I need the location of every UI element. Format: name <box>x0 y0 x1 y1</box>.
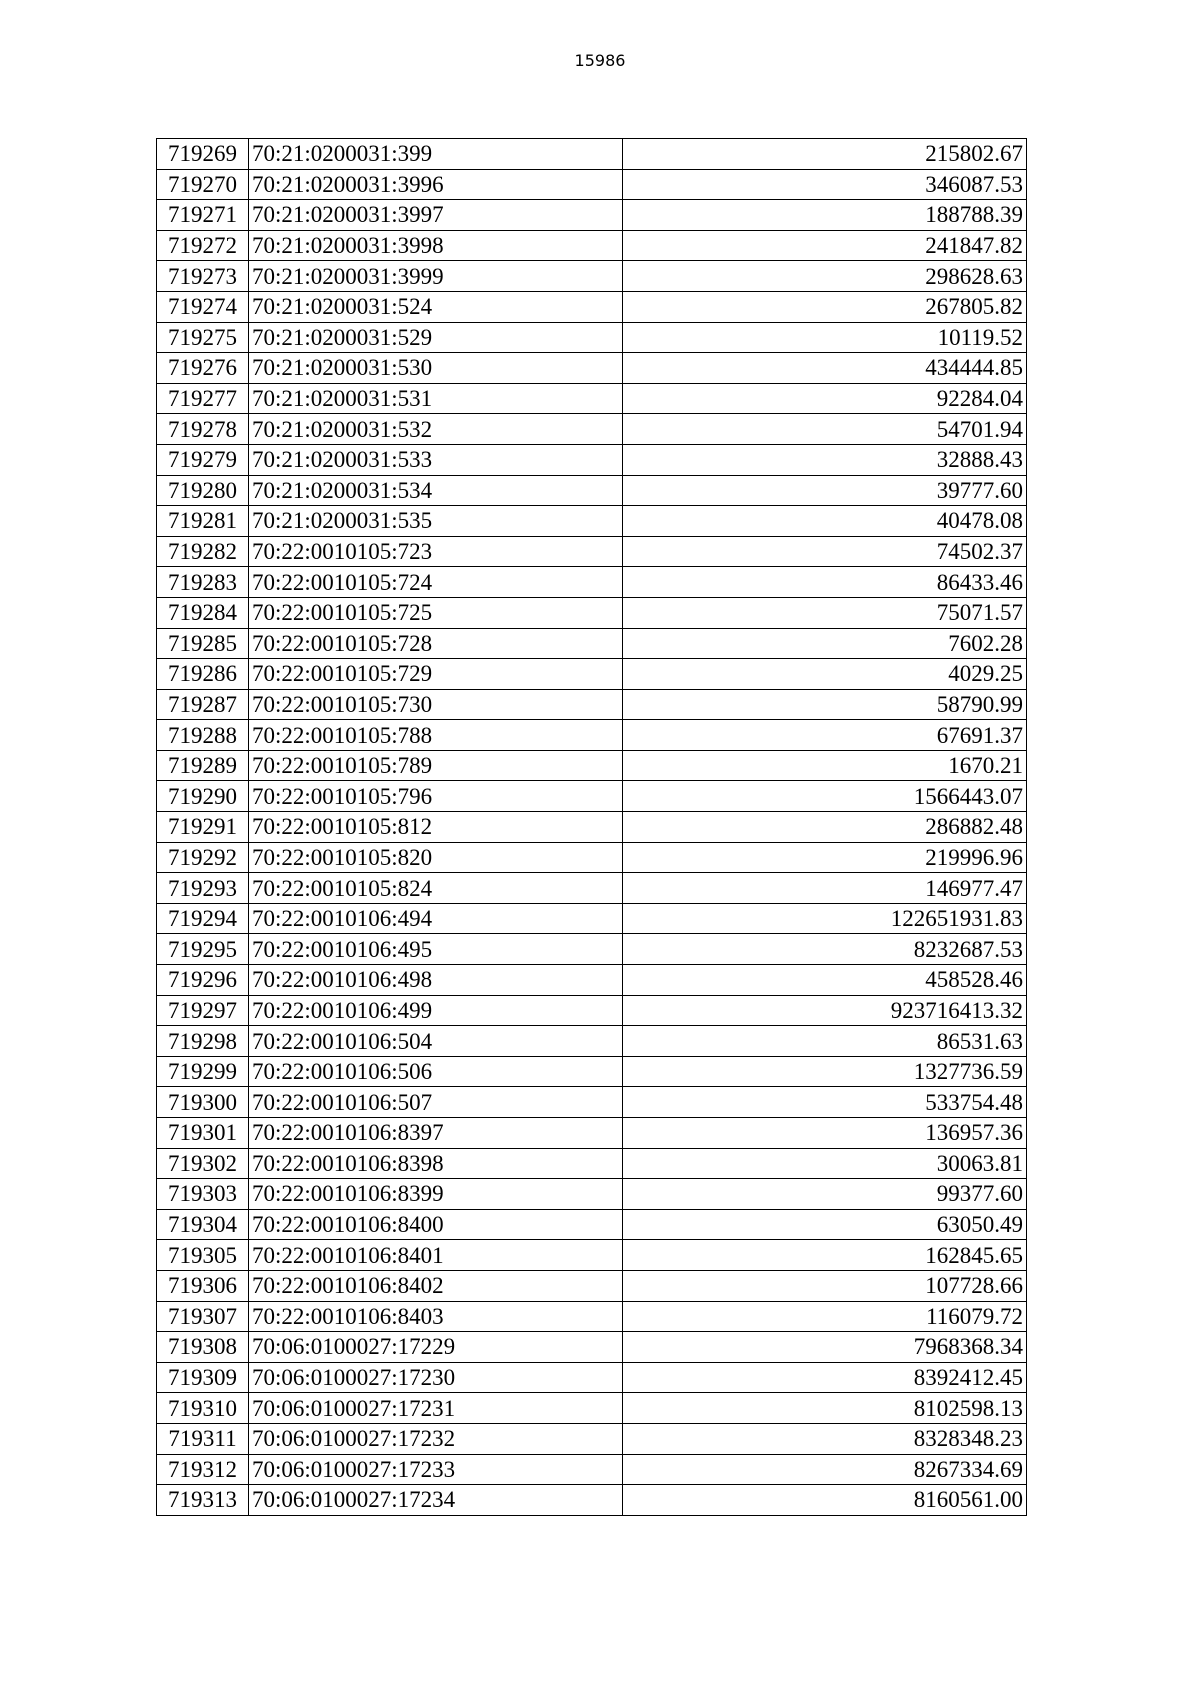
value-cell: 67691.37 <box>623 720 1027 751</box>
value-cell: 188788.39 <box>623 200 1027 231</box>
value-cell: 8392412.45 <box>623 1362 1027 1393</box>
cadastral-number-cell: 70:22:0010106:504 <box>249 1026 623 1057</box>
cadastral-number-cell: 70:06:0100027:17233 <box>249 1454 623 1485</box>
row-number-cell: 719284 <box>157 597 249 628</box>
table-row <box>157 230 1027 261</box>
row-number-cell: 719270 <box>157 169 249 200</box>
table-row <box>157 812 1027 843</box>
row-number-cell: 719303 <box>157 1179 249 1210</box>
row-number-cell: 719297 <box>157 995 249 1026</box>
table-row <box>157 567 1027 598</box>
table-row <box>157 444 1027 475</box>
table-row <box>157 965 1027 996</box>
table-row <box>157 1485 1027 1516</box>
cadastral-number-cell: 70:21:0200031:3999 <box>249 261 623 292</box>
row-number-cell: 719312 <box>157 1454 249 1485</box>
row-number-cell: 719304 <box>157 1209 249 1240</box>
value-cell: 4029.25 <box>623 659 1027 690</box>
row-number-cell: 719280 <box>157 475 249 506</box>
row-number-cell: 719287 <box>157 689 249 720</box>
cadastral-number-cell: 70:22:0010106:8399 <box>249 1179 623 1210</box>
cadastral-number-cell: 70:06:0100027:17231 <box>249 1393 623 1424</box>
cadastral-number-cell: 70:22:0010106:8401 <box>249 1240 623 1271</box>
cadastral-number-cell: 70:21:0200031:3996 <box>249 169 623 200</box>
table-row <box>157 720 1027 751</box>
cadastral-number-cell: 70:22:0010105:724 <box>249 567 623 598</box>
value-cell: 99377.60 <box>623 1179 1027 1210</box>
table-row <box>157 1240 1027 1271</box>
row-number-cell: 719295 <box>157 934 249 965</box>
cadastral-number-cell: 70:22:0010105:723 <box>249 536 623 567</box>
cadastral-number-cell: 70:06:0100027:17234 <box>249 1485 623 1516</box>
row-number-cell: 719288 <box>157 720 249 751</box>
value-cell: 458528.46 <box>623 965 1027 996</box>
row-number-cell: 719307 <box>157 1301 249 1332</box>
row-number-cell: 719313 <box>157 1485 249 1516</box>
row-number-cell: 719292 <box>157 842 249 873</box>
cadastral-number-cell: 70:22:0010106:8398 <box>249 1148 623 1179</box>
row-number-cell: 719274 <box>157 291 249 322</box>
value-cell: 146977.47 <box>623 873 1027 904</box>
table-row <box>157 597 1027 628</box>
table-row <box>157 261 1027 292</box>
cadastral-number-cell: 70:21:0200031:532 <box>249 414 623 445</box>
row-number-cell: 719309 <box>157 1362 249 1393</box>
value-cell: 86433.46 <box>623 567 1027 598</box>
table-row <box>157 873 1027 904</box>
row-number-cell: 719290 <box>157 781 249 812</box>
cadastral-number-cell: 70:22:0010106:495 <box>249 934 623 965</box>
table-row <box>157 628 1027 659</box>
cadastral-number-cell: 70:22:0010105:729 <box>249 659 623 690</box>
cadastral-number-cell: 70:22:0010106:8402 <box>249 1270 623 1301</box>
table-body <box>157 139 1027 1516</box>
value-cell: 8160561.00 <box>623 1485 1027 1516</box>
row-number-cell: 719271 <box>157 200 249 231</box>
cadastral-number-cell: 70:22:0010105:728 <box>249 628 623 659</box>
cadastral-number-cell: 70:06:0100027:17229 <box>249 1332 623 1363</box>
value-cell: 39777.60 <box>623 475 1027 506</box>
table-row <box>157 291 1027 322</box>
value-cell: 10119.52 <box>623 322 1027 353</box>
value-cell: 7968368.34 <box>623 1332 1027 1363</box>
table-row <box>157 1423 1027 1454</box>
table-row <box>157 1056 1027 1087</box>
row-number-cell: 719272 <box>157 230 249 261</box>
value-cell: 122651931.83 <box>623 903 1027 934</box>
table-row <box>157 475 1027 506</box>
row-number-cell: 719308 <box>157 1332 249 1363</box>
table-row <box>157 689 1027 720</box>
cadastral-number-cell: 70:22:0010105:730 <box>249 689 623 720</box>
row-number-cell: 719282 <box>157 536 249 567</box>
row-number-cell: 719276 <box>157 353 249 384</box>
cadastral-number-cell: 70:21:0200031:535 <box>249 506 623 537</box>
cadastral-number-cell: 70:22:0010106:494 <box>249 903 623 934</box>
row-number-cell: 719298 <box>157 1026 249 1057</box>
cadastral-number-cell: 70:21:0200031:399 <box>249 139 623 170</box>
value-cell: 162845.65 <box>623 1240 1027 1271</box>
cadastral-number-cell: 70:22:0010105:725 <box>249 597 623 628</box>
table-row <box>157 1209 1027 1240</box>
cadastral-number-cell: 70:22:0010105:796 <box>249 781 623 812</box>
cadastral-number-cell: 70:22:0010105:788 <box>249 720 623 751</box>
value-cell: 346087.53 <box>623 169 1027 200</box>
cadastral-number-cell: 70:22:0010106:507 <box>249 1087 623 1118</box>
cadastral-number-cell: 70:22:0010106:8397 <box>249 1118 623 1149</box>
row-number-cell: 719278 <box>157 414 249 445</box>
value-cell: 241847.82 <box>623 230 1027 261</box>
value-cell: 1670.21 <box>623 750 1027 781</box>
row-number-cell: 719310 <box>157 1393 249 1424</box>
row-number-cell: 719275 <box>157 322 249 353</box>
row-number-cell: 719279 <box>157 444 249 475</box>
value-cell: 215802.67 <box>623 139 1027 170</box>
value-cell: 923716413.32 <box>623 995 1027 1026</box>
value-cell: 7602.28 <box>623 628 1027 659</box>
value-cell: 533754.48 <box>623 1087 1027 1118</box>
table-row <box>157 169 1027 200</box>
cadastral-number-cell: 70:22:0010106:8400 <box>249 1209 623 1240</box>
table-row <box>157 506 1027 537</box>
cadastral-number-cell: 70:21:0200031:531 <box>249 383 623 414</box>
table-row <box>157 1179 1027 1210</box>
cadastral-number-cell: 70:06:0100027:17230 <box>249 1362 623 1393</box>
table-row <box>157 1026 1027 1057</box>
value-cell: 74502.37 <box>623 536 1027 567</box>
table-row <box>157 1087 1027 1118</box>
row-number-cell: 719305 <box>157 1240 249 1271</box>
row-number-cell: 719294 <box>157 903 249 934</box>
row-number-cell: 719293 <box>157 873 249 904</box>
row-number-cell: 719273 <box>157 261 249 292</box>
table-row <box>157 383 1027 414</box>
cadastral-number-cell: 70:22:0010105:789 <box>249 750 623 781</box>
value-cell: 107728.66 <box>623 1270 1027 1301</box>
row-number-cell: 719269 <box>157 139 249 170</box>
value-cell: 286882.48 <box>623 812 1027 843</box>
table-row <box>157 1118 1027 1149</box>
table-row <box>157 934 1027 965</box>
row-number-cell: 719289 <box>157 750 249 781</box>
cadastral-number-cell: 70:22:0010106:498 <box>249 965 623 996</box>
table-row <box>157 842 1027 873</box>
cadastral-number-cell: 70:21:0200031:533 <box>249 444 623 475</box>
value-cell: 8232687.53 <box>623 934 1027 965</box>
cadastral-number-cell: 70:21:0200031:530 <box>249 353 623 384</box>
cadastral-number-cell: 70:21:0200031:3997 <box>249 200 623 231</box>
value-cell: 298628.63 <box>623 261 1027 292</box>
value-cell: 75071.57 <box>623 597 1027 628</box>
row-number-cell: 719291 <box>157 812 249 843</box>
value-cell: 58790.99 <box>623 689 1027 720</box>
cadastral-number-cell: 70:21:0200031:524 <box>249 291 623 322</box>
table-row <box>157 1362 1027 1393</box>
cadastral-number-cell: 70:22:0010106:499 <box>249 995 623 1026</box>
row-number-cell: 719281 <box>157 506 249 537</box>
cadastral-number-cell: 70:21:0200031:529 <box>249 322 623 353</box>
table-row <box>157 139 1027 170</box>
cadastral-number-cell: 70:22:0010106:8403 <box>249 1301 623 1332</box>
value-cell: 63050.49 <box>623 1209 1027 1240</box>
value-cell: 219996.96 <box>623 842 1027 873</box>
row-number-cell: 719302 <box>157 1148 249 1179</box>
row-number-cell: 719286 <box>157 659 249 690</box>
table-row <box>157 1270 1027 1301</box>
table-row <box>157 414 1027 445</box>
value-cell: 267805.82 <box>623 291 1027 322</box>
table-row <box>157 1332 1027 1363</box>
row-number-cell: 719285 <box>157 628 249 659</box>
table-row <box>157 903 1027 934</box>
cadastral-number-cell: 70:21:0200031:3998 <box>249 230 623 261</box>
table-row <box>157 322 1027 353</box>
row-number-cell: 719311 <box>157 1423 249 1454</box>
value-cell: 8102598.13 <box>623 1393 1027 1424</box>
value-cell: 1327736.59 <box>623 1056 1027 1087</box>
value-cell: 8328348.23 <box>623 1423 1027 1454</box>
row-number-cell: 719300 <box>157 1087 249 1118</box>
row-number-cell: 719306 <box>157 1270 249 1301</box>
table-row <box>157 1393 1027 1424</box>
table-row <box>157 995 1027 1026</box>
cadastral-number-cell: 70:22:0010105:812 <box>249 812 623 843</box>
value-cell: 30063.81 <box>623 1148 1027 1179</box>
table-row <box>157 353 1027 384</box>
cadastral-number-cell: 70:21:0200031:534 <box>249 475 623 506</box>
table-row <box>157 200 1027 231</box>
table-row <box>157 536 1027 567</box>
value-cell: 8267334.69 <box>623 1454 1027 1485</box>
table-row <box>157 781 1027 812</box>
row-number-cell: 719296 <box>157 965 249 996</box>
table-row <box>157 659 1027 690</box>
table-row <box>157 1301 1027 1332</box>
cadastral-number-cell: 70:22:0010105:824 <box>249 873 623 904</box>
value-cell: 434444.85 <box>623 353 1027 384</box>
table-row <box>157 1454 1027 1485</box>
value-cell: 86531.63 <box>623 1026 1027 1057</box>
row-number-cell: 719277 <box>157 383 249 414</box>
value-cell: 92284.04 <box>623 383 1027 414</box>
row-number-cell: 719299 <box>157 1056 249 1087</box>
value-cell: 40478.08 <box>623 506 1027 537</box>
value-cell: 136957.36 <box>623 1118 1027 1149</box>
row-number-cell: 719283 <box>157 567 249 598</box>
cadastral-value-table <box>156 138 1027 1516</box>
table-row <box>157 1148 1027 1179</box>
value-cell: 116079.72 <box>623 1301 1027 1332</box>
page-number: 15986 <box>574 51 626 70</box>
table-row <box>157 750 1027 781</box>
value-cell: 1566443.07 <box>623 781 1027 812</box>
cadastral-number-cell: 70:22:0010106:506 <box>249 1056 623 1087</box>
cadastral-number-cell: 70:22:0010105:820 <box>249 842 623 873</box>
value-cell: 54701.94 <box>623 414 1027 445</box>
row-number-cell: 719301 <box>157 1118 249 1149</box>
cadastral-number-cell: 70:06:0100027:17232 <box>249 1423 623 1454</box>
value-cell: 32888.43 <box>623 444 1027 475</box>
